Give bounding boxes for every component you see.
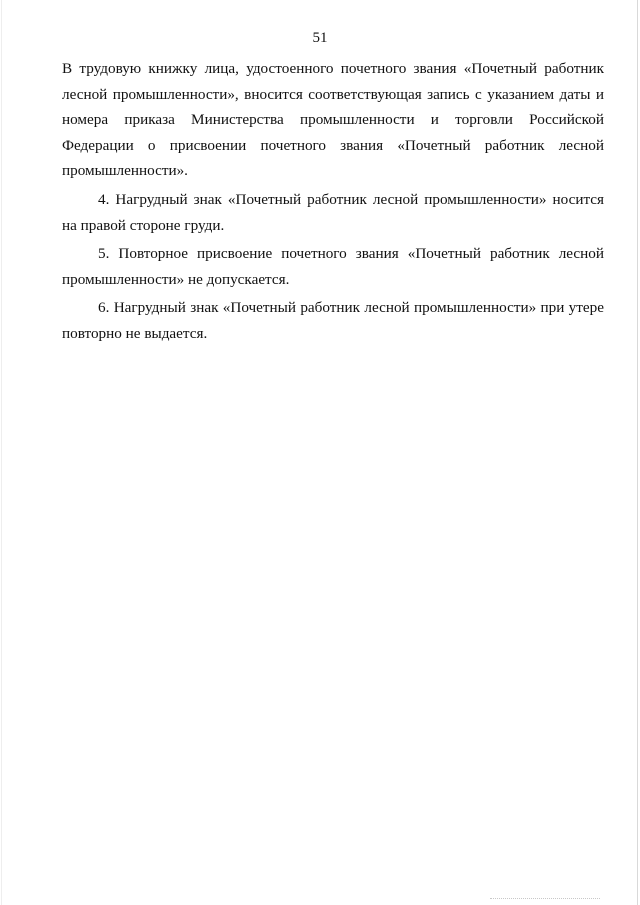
scan-edge-left bbox=[1, 0, 2, 905]
paragraph-item-5: 5. Повторное присвоение почетного звания «Почетный работник лесной промышленности» не допускается. bbox=[62, 245, 604, 288]
paragraph-item-4: 4. Нагрудный знак «Почетный работник лесной промышленности» носится на правой стороне груди. bbox=[62, 190, 604, 234]
scan-artifact bbox=[490, 898, 600, 901]
page-number: 51 bbox=[312, 30, 328, 46]
paragraph-item-6: 6. Нагрудный знак «Почетный работник лесной промышленности» при утере повторно не выдается. bbox=[62, 299, 604, 342]
document-body bbox=[62, 56, 604, 347]
scan-edge-right bbox=[637, 0, 638, 905]
paragraph-continuation: В трудовую книжку лица, удостоенного почетного звания «Почетный работник лесной промышленности», вносится соответствующая запись с указанием даты и номера приказа Министерства промышленности и торговли Российской Федерации о присвоении почетного звания «Почетный работник лесной промышленности». bbox=[62, 60, 604, 180]
